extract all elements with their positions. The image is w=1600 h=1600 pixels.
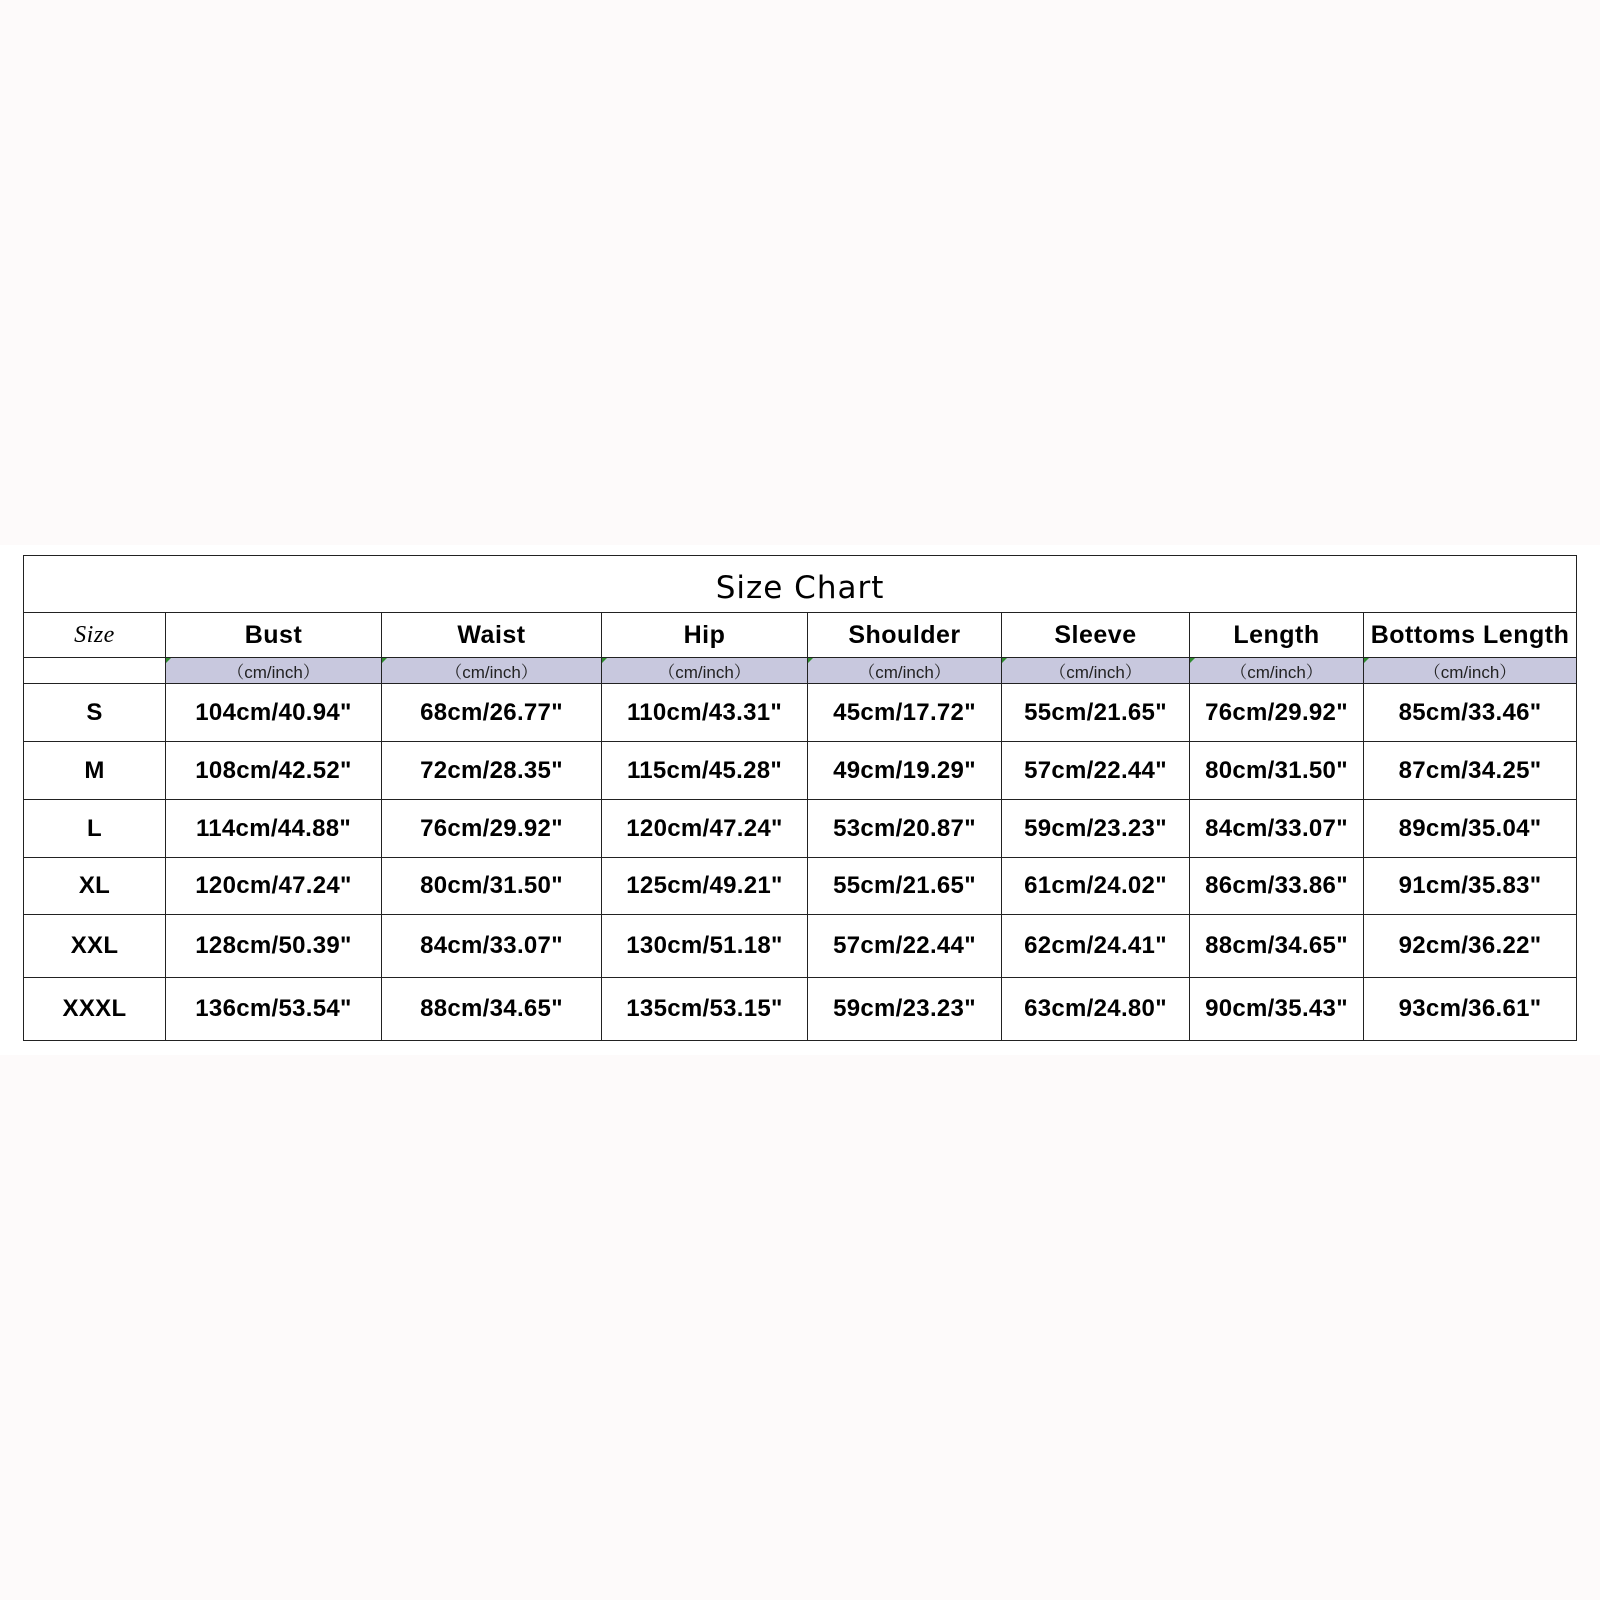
unit-cell-empty: [24, 658, 166, 684]
hip-cell: 135cm/53.15": [602, 978, 808, 1041]
bottoms-length-cell: 85cm/33.46": [1364, 684, 1577, 742]
length-cell: 86cm/33.86": [1190, 858, 1364, 915]
header-hip: Hip: [602, 613, 808, 658]
hip-cell: 120cm/47.24": [602, 800, 808, 858]
sleeve-cell: 62cm/24.41": [1002, 915, 1190, 978]
header-bust: Bust: [166, 613, 382, 658]
sleeve-cell: 63cm/24.80": [1002, 978, 1190, 1041]
header-bottoms-length: Bottoms Length: [1364, 613, 1577, 658]
bust-cell: 128cm/50.39": [166, 915, 382, 978]
waist-cell: 84cm/33.07": [382, 915, 602, 978]
bottoms-length-cell: 91cm/35.83": [1364, 858, 1577, 915]
unit-row: [24, 658, 1577, 684]
header-length: Length: [1190, 613, 1364, 658]
bottoms-length-cell: 89cm/35.04": [1364, 800, 1577, 858]
bust-cell: 108cm/42.52": [166, 742, 382, 800]
unit-cell: （cm/inch）: [1190, 658, 1364, 684]
size-cell: XL: [24, 858, 166, 915]
size-cell: S: [24, 684, 166, 742]
sleeve-cell: 61cm/24.02": [1002, 858, 1190, 915]
table-row: [24, 742, 1577, 800]
sleeve-cell: 59cm/23.23": [1002, 800, 1190, 858]
size-chart-table: [23, 555, 1577, 1041]
waist-cell: 72cm/28.35": [382, 742, 602, 800]
shoulder-cell: 45cm/17.72": [808, 684, 1002, 742]
bottoms-length-cell: 92cm/36.22": [1364, 915, 1577, 978]
shoulder-cell: 55cm/21.65": [808, 858, 1002, 915]
sleeve-cell: 57cm/22.44": [1002, 742, 1190, 800]
hip-cell: 110cm/43.31": [602, 684, 808, 742]
waist-cell: 88cm/34.65": [382, 978, 602, 1041]
bust-cell: 114cm/44.88": [166, 800, 382, 858]
size-cell: M: [24, 742, 166, 800]
header-waist: Waist: [382, 613, 602, 658]
bust-cell: 120cm/47.24": [166, 858, 382, 915]
bottoms-length-cell: 87cm/34.25": [1364, 742, 1577, 800]
hip-cell: 115cm/45.28": [602, 742, 808, 800]
shoulder-cell: 59cm/23.23": [808, 978, 1002, 1041]
waist-cell: 76cm/29.92": [382, 800, 602, 858]
table-row: [24, 858, 1577, 915]
unit-cell: （cm/inch）: [166, 658, 382, 684]
shoulder-cell: 57cm/22.44": [808, 915, 1002, 978]
header-row: [24, 613, 1577, 658]
length-cell: 80cm/31.50": [1190, 742, 1364, 800]
length-cell: 84cm/33.07": [1190, 800, 1364, 858]
length-cell: 76cm/29.92": [1190, 684, 1364, 742]
hip-cell: 130cm/51.18": [602, 915, 808, 978]
shoulder-cell: 49cm/19.29": [808, 742, 1002, 800]
size-cell: XXXL: [24, 978, 166, 1041]
table-row: [24, 800, 1577, 858]
length-cell: 88cm/34.65": [1190, 915, 1364, 978]
length-cell: 90cm/35.43": [1190, 978, 1364, 1041]
header-size: Size: [24, 613, 166, 658]
waist-cell: 80cm/31.50": [382, 858, 602, 915]
shoulder-cell: 53cm/20.87": [808, 800, 1002, 858]
unit-cell: （cm/inch）: [1364, 658, 1577, 684]
table-row: [24, 684, 1577, 742]
hip-cell: 125cm/49.21": [602, 858, 808, 915]
sleeve-cell: 55cm/21.65": [1002, 684, 1190, 742]
size-cell: L: [24, 800, 166, 858]
bust-cell: 136cm/53.54": [166, 978, 382, 1041]
unit-cell: （cm/inch）: [382, 658, 602, 684]
size-cell: XXL: [24, 915, 166, 978]
unit-cell: （cm/inch）: [808, 658, 1002, 684]
bottoms-length-cell: 93cm/36.61": [1364, 978, 1577, 1041]
header-shoulder: Shoulder: [808, 613, 1002, 658]
unit-cell: （cm/inch）: [1002, 658, 1190, 684]
chart-title: Size Chart: [24, 556, 1577, 613]
table-row: [24, 915, 1577, 978]
unit-cell: （cm/inch）: [602, 658, 808, 684]
header-sleeve: Sleeve: [1002, 613, 1190, 658]
table-row: [24, 978, 1577, 1041]
bust-cell: 104cm/40.94": [166, 684, 382, 742]
waist-cell: 68cm/26.77": [382, 684, 602, 742]
